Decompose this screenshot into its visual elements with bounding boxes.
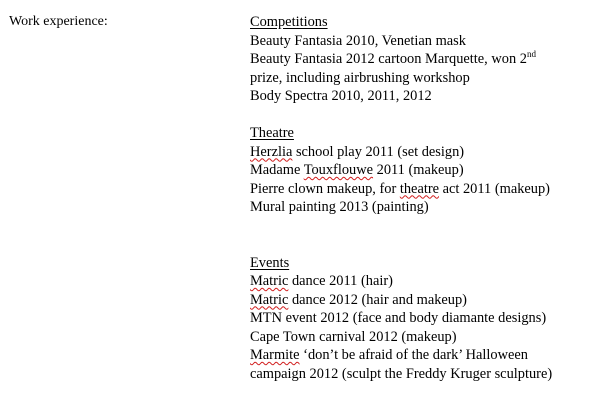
theatre-item-text: act 2011 (makeup) (439, 180, 550, 197)
spellcheck-word: Touxflouwe (303, 162, 374, 178)
event-item-text: dance 2011 (hair) (288, 273, 393, 289)
competitions-heading: Competitions (250, 14, 328, 30)
event-item (250, 346, 600, 365)
event-item-text: dance 2012 (hair and makeup) (288, 291, 467, 308)
competition-item: Beauty Fantasia 2010, Venetian mask (250, 32, 466, 49)
spellcheck-word: Marmite (250, 347, 300, 363)
theatre-item (250, 143, 600, 162)
theatre-item-text: Pierre clown makeup, for (250, 180, 400, 197)
competition-item: Body Spectra 2010, 2011, 2012 (250, 88, 432, 104)
work-experience-list (250, 13, 600, 383)
event-item: MTN event 2012 (face and body diamante designs) (250, 310, 547, 326)
event-item-text: ‘don’t be afraid of the dark’ Halloween (299, 347, 528, 363)
event-item (250, 272, 600, 291)
theatre-heading: Theatre (250, 125, 294, 141)
theatre-item-text: Madame (250, 162, 304, 178)
theatre-item-text: 2011 (makeup) (373, 162, 464, 178)
spellcheck-word: theatre (399, 180, 440, 197)
spellcheck-word: Matric (250, 273, 289, 289)
work-experience-label: Work experience: (9, 14, 108, 29)
events-heading: Events (250, 254, 290, 271)
competition-item (250, 50, 600, 69)
event-item: Cape Town carnival 2012 (makeup) (250, 328, 457, 345)
theatre-item (250, 180, 600, 199)
event-item (250, 291, 600, 310)
spellcheck-word: Matric (250, 291, 289, 308)
event-item-continued: campaign 2012 (sculpt the Freddy Kruger sculpture) (250, 365, 553, 382)
competition-item-continued: prize, including airbrushing workshop (250, 69, 470, 86)
competition-item-text: Beauty Fantasia 2012 cartoon Marquette, won 2 (250, 51, 527, 67)
theatre-item (250, 161, 600, 180)
spellcheck-word: Herzlia (250, 143, 293, 160)
theatre-item-text: school play 2011 (set design) (292, 143, 465, 160)
theatre-item: Mural painting 2013 (painting) (250, 199, 429, 215)
ordinal-suffix: nd (526, 49, 536, 59)
